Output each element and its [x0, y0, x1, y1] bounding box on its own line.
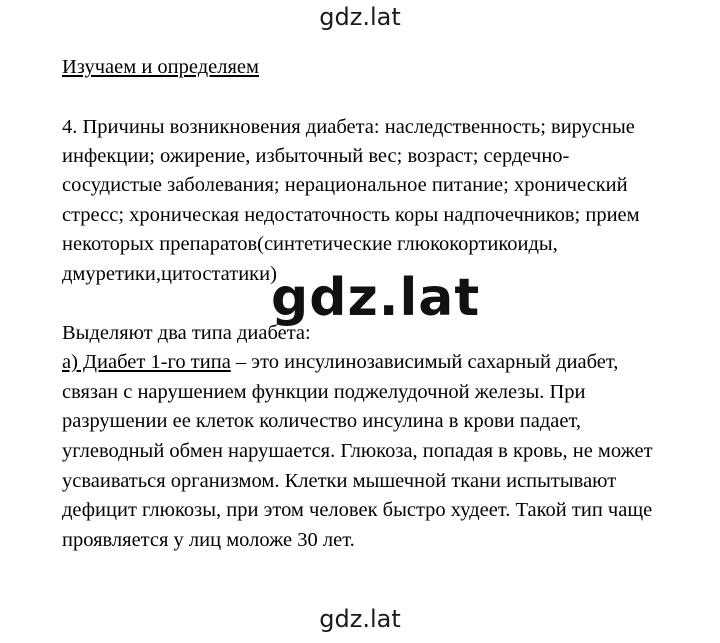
causes-line: некоторых препаратов(синтетические глюкокортикоиды, — [62, 233, 558, 255]
causes-line: 4. Причины возникновения диабета: наследственность; вирусные — [62, 116, 635, 138]
watermark-bottom: gdz.lat — [319, 605, 401, 633]
watermark-top: gdz.lat — [319, 3, 401, 31]
type1-label: а) Диабет 1-го типа — [62, 351, 231, 373]
type1-line: проявляется у лиц моложе 30 лет. — [62, 529, 355, 551]
type1-line: разрушении ее клеток количество инсулина в крови падает, — [62, 410, 582, 432]
type1-first-line — [62, 351, 618, 374]
type1-line: дефицит глюкозы, при этом человек быстро худеет. Такой тип чаще — [62, 499, 653, 521]
causes-line: инфекции; ожирение, избыточный вес; возраст; сердечно- — [62, 145, 570, 167]
type1-definition: – это инсулинозависимый сахарный диабет, — [230, 351, 619, 373]
causes-line: дмуретики,цитостатики) — [62, 263, 277, 285]
causes-line: сосудистые заболевания; нерациональное питание; хронический — [62, 174, 628, 196]
watermark-middle: gdz.lat — [271, 268, 481, 328]
section-heading: Изучаем и определяем — [62, 56, 259, 78]
types-intro: Выделяют два типа диабета: — [62, 322, 311, 344]
type1-line: усваиваться организмом. Клетки мышечной ткани испытывают — [62, 470, 617, 492]
causes-line: стресс; хроническая недостаточность коры надпочечников; прием — [62, 204, 640, 226]
type1-line: углеводный обмен нарушается. Глюкоза, попадая в кровь, не может — [62, 440, 653, 462]
type1-line: связан с нарушением функции поджелудочной железы. При — [62, 381, 586, 403]
